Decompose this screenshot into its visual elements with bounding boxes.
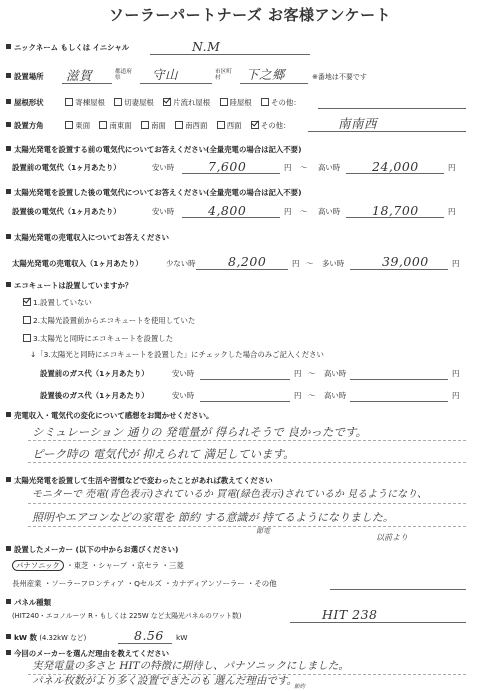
bullet-square-icon <box>6 650 11 655</box>
lifestyle-annotation-2: 節電 <box>256 527 270 535</box>
maker-option-kyocera[interactable]: 京セラ <box>136 561 160 570</box>
gas-after-yen-2: 円 <box>452 391 460 400</box>
maker-option-panasonic[interactable]: パナソニック <box>12 560 64 571</box>
panel-row: パネル種類 <box>6 598 51 607</box>
ecocute-question: エコキュートは設置していますか？ <box>6 281 132 290</box>
lifestyle-rule-2 <box>28 526 466 527</box>
town-value[interactable]: 下之郷 <box>246 67 286 82</box>
maker-option-mitsubishi[interactable]: 三菱 <box>168 561 184 570</box>
reason-question: 今回のメーカーを選んだ理由を教えてください <box>6 649 169 658</box>
before-yen-1: 円 <box>284 163 292 172</box>
lifestyle-line-2[interactable]: 照明やエアコンなどの家電を 節約 する意識が 持てるようになりました。 <box>32 511 394 524</box>
gas-after-low-label: 安い時 <box>172 391 195 400</box>
before-high-value[interactable]: 24,000 <box>372 159 419 174</box>
sales-yen-1: 円 <box>292 259 300 268</box>
gas-before-yen-1: 円 <box>294 369 302 378</box>
checkbox-icon[interactable] <box>114 98 122 106</box>
gas-after-tilde: 〜 <box>308 391 316 400</box>
impressions-question: 売電収入・電気代の変化について感想をお聞かせください。 <box>6 411 213 420</box>
before-low-label: 安い時 <box>152 163 175 172</box>
gas-after-high-underline[interactable] <box>350 401 448 402</box>
direction-option-west[interactable]: 西面 <box>214 121 246 130</box>
gas-before-label: 設置前のガス代（1ヶ月あたり） <box>40 369 149 378</box>
direction-option-south[interactable]: 南面 <box>138 121 170 130</box>
before-row: 設置前の電気代（1ヶ月あたり） <box>12 163 121 172</box>
prefecture-suffix: 都道府県 <box>115 69 132 81</box>
sales-tilde: 〜 <box>306 259 314 268</box>
after-low-label: 安い時 <box>152 207 175 216</box>
bullet-square-icon <box>6 477 11 482</box>
checkbox-checked-icon[interactable] <box>23 298 31 306</box>
nickname-label: ニックネーム もしくは イニシャル <box>6 43 129 52</box>
kw-unit: kW <box>176 633 188 642</box>
maker-option-other[interactable]: その他 <box>254 579 277 588</box>
after-yen-1: 円 <box>284 207 292 216</box>
direction-row: 設置方角 東面 南東面 南面 南西面 西面 その他： <box>6 121 294 130</box>
checkbox-checked-icon[interactable] <box>251 121 259 129</box>
reason-annotation: 節約 <box>294 684 306 690</box>
prefecture-value[interactable]: 滋賀 <box>66 68 93 83</box>
checkbox-icon[interactable] <box>220 98 228 106</box>
maker-question: 設置したメーカー (以下の中からお選びください) <box>6 545 178 554</box>
after-yen-2: 円 <box>448 207 456 216</box>
bullet-square-icon <box>6 412 11 417</box>
maker-row-2: 長州産業 ・ソーラーフロンティア ・Qセルズ ・カナディアンソーラー ・その他 <box>12 579 277 588</box>
gas-after-label: 設置後のガス代（1ヶ月あたり） <box>40 391 149 400</box>
after-question: 太陽光発電を設置した後の電気代についてお答えください(全量売電の場合は記入不要) <box>6 188 301 197</box>
bullet-square-icon <box>6 282 11 287</box>
panel-value[interactable]: HIT 238 <box>322 607 378 622</box>
roof-option-rikuyane[interactable]: 陸屋根 <box>217 98 256 107</box>
gas-before-high-label: 高い時 <box>324 369 347 378</box>
after-low-value[interactable]: 4,800 <box>208 203 247 218</box>
roof-option-yosemune[interactable]: 寄棟屋根 <box>62 98 109 107</box>
gas-after-high-label: 高い時 <box>324 391 347 400</box>
ecocute-option-3[interactable]: 3.太陽光と同時にエコキュートを設置した <box>20 334 173 343</box>
maker-option-canadian-solar[interactable]: カナディアンソーラー <box>171 579 245 588</box>
after-high-value[interactable]: 18,700 <box>372 203 419 218</box>
maker-option-solar-frontier[interactable]: ソーラーフロンティア <box>51 579 125 588</box>
bullet-square-icon <box>6 634 11 639</box>
nickname-value[interactable]: N.M <box>192 39 221 54</box>
checkbox-checked-icon[interactable] <box>163 98 171 106</box>
panel-underline <box>290 622 466 623</box>
maker-option-choshu[interactable]: 長州産業 <box>12 579 42 588</box>
sales-row: 太陽光発電の売電収入（1ヶ月あたり） <box>12 259 143 268</box>
before-low-value[interactable]: 7,600 <box>208 159 247 174</box>
ecocute-sub-note: ↓「3.太陽光と同時にエコキュートを設置した」にチェックした場合のみご記入ください <box>30 350 324 359</box>
bullet-square-icon <box>6 234 11 239</box>
direction-option-other[interactable]: その他： <box>248 121 295 130</box>
after-tilde: 〜 <box>300 207 308 216</box>
survey-title: ソーラーパートナーズ お客様アンケート <box>108 6 392 24</box>
roof-type-row: 屋根形状 寄棟屋根 切妻屋根 片流れ屋根 陸屋根 その他： <box>6 98 305 107</box>
checkbox-icon[interactable] <box>65 121 73 129</box>
ecocute-option-1[interactable]: 1.設置していない <box>20 298 92 307</box>
lifestyle-annotation-1: 以前より <box>376 533 408 542</box>
reason-line-2[interactable]: パネル枚数がより多く設置できたのも 選んだ理由です。 <box>32 675 297 687</box>
direction-other-underline <box>308 131 466 132</box>
gas-before-tilde: 〜 <box>308 369 316 378</box>
before-high-label: 高い時 <box>318 163 341 172</box>
before-question: 太陽光発電を設置する前の電気代についてお答えください(全量売電の場合は記入不要) <box>6 145 301 154</box>
address-note: ※番地は不要です <box>312 73 367 81</box>
impressions-rule-2 <box>28 462 466 463</box>
lifestyle-rule-1 <box>28 503 466 504</box>
gas-after-yen-1: 円 <box>294 391 302 400</box>
checkbox-icon[interactable] <box>23 316 31 324</box>
town-underline <box>240 83 308 84</box>
impressions-line-1[interactable]: シミュレーション 通りの 発電量が 得られそうで 良かったです。 <box>32 425 368 439</box>
bullet-square-icon <box>6 546 11 551</box>
sales-yen-2: 円 <box>452 259 460 268</box>
checkbox-icon[interactable] <box>23 334 31 342</box>
gas-before-low-label: 安い時 <box>172 369 195 378</box>
kw-value[interactable]: 8.56 <box>134 628 164 643</box>
city-value[interactable]: 守山 <box>152 67 179 82</box>
maker-other-underline <box>330 589 466 590</box>
maker-option-toshiba[interactable]: 東芝 <box>73 561 89 570</box>
checkbox-icon[interactable] <box>65 98 73 106</box>
direction-option-southeast[interactable]: 南東面 <box>96 121 135 130</box>
checkbox-icon[interactable] <box>141 121 149 129</box>
before-yen-2: 円 <box>448 163 456 172</box>
before-tilde: 〜 <box>300 163 308 172</box>
after-row: 設置後の電気代（1ヶ月あたり） <box>12 207 121 216</box>
roof-option-katanagare[interactable]: 片流れ屋根 <box>160 98 214 107</box>
sales-low-label: 少ない時 <box>166 259 196 268</box>
bullet-square-icon <box>6 73 11 78</box>
gas-before-yen-2: 円 <box>452 369 460 378</box>
impressions-line-2[interactable]: ピーク時の 電気代が 抑えられて 満足しています。 <box>32 447 295 461</box>
location-label: 設置場所 <box>6 72 44 81</box>
sales-high-label: 多い時 <box>322 259 345 268</box>
direction-option-southwest[interactable]: 南西面 <box>172 121 211 130</box>
checkbox-icon[interactable] <box>217 121 225 129</box>
direction-option-east[interactable]: 東面 <box>62 121 94 130</box>
after-high-label: 高い時 <box>318 207 341 216</box>
checkbox-icon[interactable] <box>99 121 107 129</box>
lifestyle-line-1[interactable]: モニターで 売電(青色表示)されているか 買電(緑色表示)されているか 見るようになり、 <box>32 489 428 500</box>
city-underline <box>140 83 212 84</box>
bullet-square-icon <box>6 122 11 127</box>
roof-option-kirizuma[interactable]: 切妻屋根 <box>111 98 158 107</box>
city-suffix: 市区町村 <box>215 69 232 81</box>
roof-other-underline <box>318 108 466 109</box>
gas-after-low-underline[interactable] <box>200 401 290 402</box>
reason-line-1[interactable]: 実発電量の多さと HITの特徴に期待し、パナソニックにしました。 <box>32 660 349 672</box>
bullet-square-icon <box>6 189 11 194</box>
sales-high-value[interactable]: 39,000 <box>382 254 429 269</box>
nickname-underline <box>150 54 310 55</box>
bullet-square-icon <box>6 599 11 604</box>
bullet-square-icon <box>6 99 11 104</box>
ecocute-option-2[interactable]: 2.太陽光設置前からエコキュートを使用していた <box>20 316 195 325</box>
maker-option-qcells[interactable]: Qセルズ <box>134 579 162 588</box>
checkbox-icon[interactable] <box>261 98 269 106</box>
roof-option-other[interactable]: その他： <box>258 98 305 107</box>
maker-option-sharp[interactable]: シャープ <box>98 561 128 570</box>
checkbox-icon[interactable] <box>175 121 183 129</box>
bullet-square-icon <box>6 146 11 151</box>
direction-other-value[interactable]: 南南西 <box>338 116 378 131</box>
gas-before-low-underline[interactable] <box>200 379 290 380</box>
sales-question: 太陽光発電の売電収入についてお答えください <box>6 233 169 242</box>
sales-low-value[interactable]: 8,200 <box>228 254 267 269</box>
lifestyle-question: 太陽光発電を設置して生活や習慣などで変わったことがあれば教えてください <box>6 476 273 485</box>
impressions-rule-1 <box>28 440 466 441</box>
bullet-square-icon <box>6 44 11 49</box>
gas-before-high-underline[interactable] <box>350 379 448 380</box>
panel-hint: (HIT240・エコノルーツ R・もしくは 225W など太陽光パネルのワット数) <box>12 612 242 620</box>
kw-row: kW 数 (4.32kW など) <box>6 633 86 642</box>
maker-row-1: パナソニック ・東芝 ・シャープ ・京セラ ・三菱 <box>12 561 184 570</box>
